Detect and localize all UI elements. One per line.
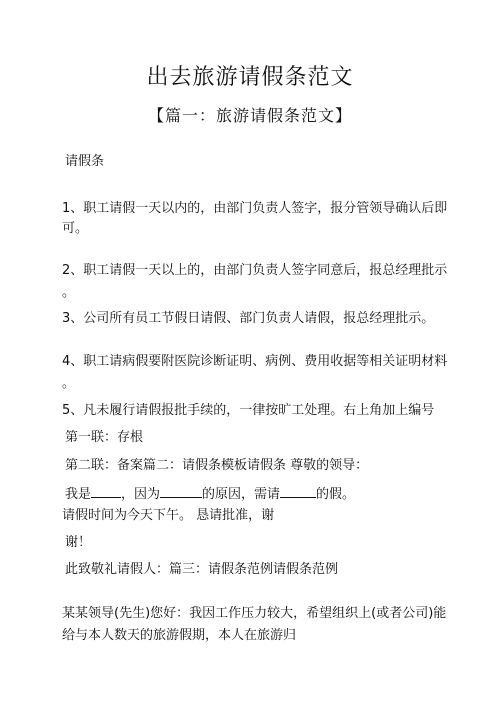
letter-line-1: 某某领导(先生)您好：我因工作压力较大，希望组织上(或者公司)能 (62, 606, 447, 621)
letter-line-2: 给与本人数天的旅游假期，本人在旅游归 (62, 628, 297, 643)
section-heading: 请假条 (65, 154, 105, 169)
rule-item-2-line2: 。 (62, 285, 76, 300)
rule-item-1-line1: 1、职工请假一天以内的，由部门负责人签字，报分管领导确认后即 (62, 201, 448, 216)
stub-line-2: 第二联：备案篇二：请假条模板请假条 尊敬的领导： (65, 458, 369, 473)
reason-blank (160, 485, 202, 498)
rule-item-1-line2: 可。 (62, 221, 89, 236)
rule-item-5: 5、凡未履行请假报批手续的，一律按旷工处理。右上角加上编号 (62, 403, 435, 418)
thanks-line: 谢！ (65, 535, 92, 550)
stub-line-1: 第一联：存根 (65, 430, 144, 445)
document-subtitle: 【篇一：旅游请假条范文】 (147, 106, 352, 125)
document-title: 出去旅游请假条范文 (146, 65, 354, 90)
form-part-1: 我是 (65, 487, 92, 502)
name-blank (91, 485, 121, 498)
closing-line: 此致敬礼请假人：篇三：请假条范例请假条范例 (65, 562, 339, 577)
rule-item-2-line1: 2、职工请假一天以上的，由部门负责人签字同意后，报总经理批示 (62, 263, 448, 278)
rule-item-4-line2: 。 (62, 376, 76, 391)
form-line (65, 485, 355, 505)
form-part-2: ，因为 (121, 487, 161, 502)
form-part-3: 的原因，需请 (202, 487, 281, 502)
days-blank (280, 485, 316, 498)
form-part-4: 的假。 (316, 487, 356, 502)
time-line: 请假时间为今天下午。 恳请批准，谢 (62, 508, 275, 523)
rule-item-4-line1: 4、职工请病假要附医院诊断证明、病例、费用收据等相关证明材料 (62, 354, 448, 369)
rule-item-3: 3、公司所有员工节假日请假、部门负责人请假，报总经理批示。 (62, 311, 435, 326)
